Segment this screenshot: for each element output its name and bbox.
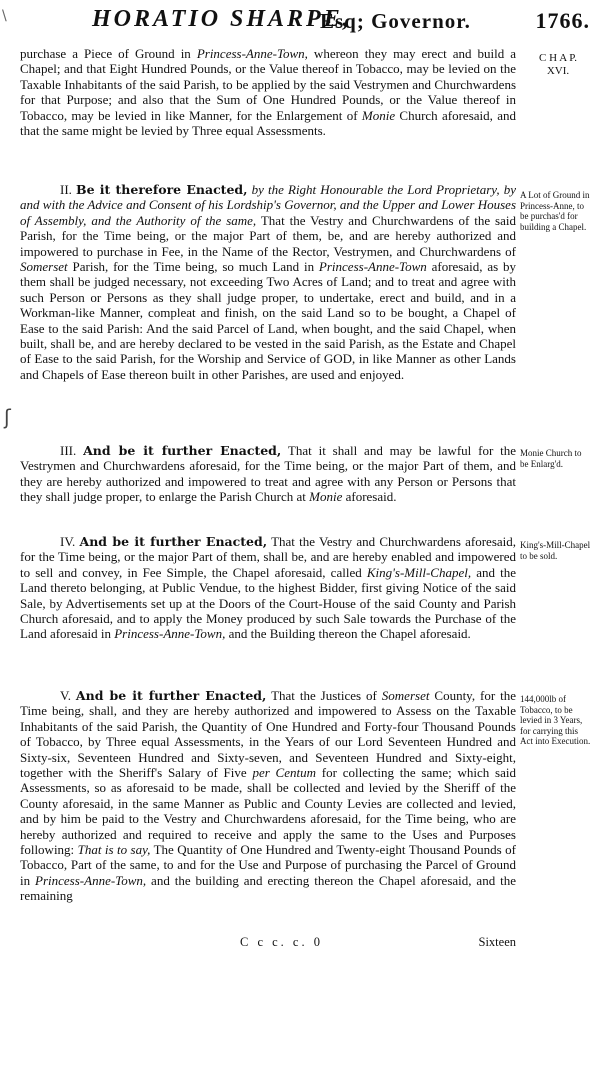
text-run: That it shall and may be lawful for the Vestrymen and Churchwardens aforesaid, for the Time being, or the major Part of them, and they are hereby authorized and impowered to treat and agree with any Person or Persons that they shall judge proper, to enlarge the Parish Church at: [20, 443, 517, 505]
page-footer: [20, 935, 516, 953]
italic-run: King's-Mill-Chapel,: [366, 564, 472, 580]
italic-run: Somerset: [381, 688, 430, 703]
enacting-clause: And be it further Enacted,: [83, 443, 282, 458]
text-run: for collecting the same; which said Assessments, so as aforesaid to be made, shall be collected and levied by the Sheriff of the County aforesaid, in the same Manner as Public and County Levies are collected and levied, and by him be paid to the Vestry and Churchwardens aforesaid, for the Time being, who are hereby authorized and required to receive and apply the same to the Uses and Purposes following:: [20, 765, 516, 858]
italic-run: Princess-Anne-Town,: [35, 872, 147, 888]
italic-run: per Centum: [252, 765, 316, 781]
margin-note-section-2: A Lot of Ground in Princess-Anne, to be purchas'd for building a Chapel.: [520, 190, 590, 232]
section-number: IV.: [60, 534, 76, 549]
enacting-clause: Be it therefore Enacted,: [76, 182, 248, 197]
text-run: That the Justices of: [266, 688, 382, 703]
text-run: and the Building thereon the Chapel aforesaid.: [225, 626, 471, 642]
italic-run: Princess-Anne-Town,: [196, 46, 308, 61]
paragraph-section-4: [20, 534, 516, 642]
paragraph-intro: [20, 46, 516, 138]
paragraph-section-3: [20, 443, 516, 505]
paragraph-section-5: [20, 688, 516, 904]
text-run: whereon they may erect and build a Chapel; and that Eight Hundred Pounds, or the Value thereof in Tobacco, may be levied on the Taxable Inhabitants of the said Parish, to be applied by the said Vestrymen and Churchwardens for that Purpose; and also that the Sum of One Hundred Pounds, or the Value thereof in Tobacco, may be levied in like Manner, for the Enlargement of: [20, 46, 516, 123]
italic-run: That is to say,: [77, 842, 151, 858]
header-governor-name: HORATIO SHARPE,: [92, 6, 352, 32]
section-number: III.: [60, 443, 77, 458]
section-number: II.: [60, 182, 72, 197]
header-title: Esq; Governor.: [320, 9, 471, 33]
ink-mark: ʃ: [4, 405, 11, 429]
text-run: Church aforesaid, and that the same might be levied by Three equal Assessments.: [20, 107, 516, 139]
text-run: The Quantity of One Hundred and Twenty-eight Thousand Pounds of Tobacco, Part of the same, to and for the Use and Purpose of purchasing the Parcel of Ground in: [20, 842, 516, 888]
italic-run: Princess-Anne-Town: [318, 259, 427, 275]
paragraph-section-2: [20, 182, 516, 382]
margin-note-section-5: 144,000lb of Tobacco, to be levied in 3 Years, for carrying this Act into Execution.: [520, 694, 591, 746]
section-number: V.: [60, 688, 71, 703]
text-run: County, for the Time being, shall, and they are hereby authorized and impowered to Assess on the Taxable Inhabitants of the said Parish, the Quantity of One Hundred and Forty-four Thousand Pounds of Tobacco, by Three equal Assessments, in the Years of our Lord Seventeen Hundred and Sixty-six, Seventeen Hundred and Sixty-seven, and Seventeen Hundred and Sixty-eight, together with the Sheriff's Salary of Five: [20, 688, 516, 781]
italic-run: Monie: [361, 107, 396, 123]
italic-run: by the Right Honourable the Lord Proprietary, by and with the Advice and Consent of his Lordship's Governor, and the Upper and Lower Houses of Assembly, and the Authority of the same,: [20, 182, 516, 228]
margin-note-section-4: King's-Mill-Chapel to be sold.: [520, 540, 591, 561]
enacting-clause: And be it further Enacted,: [75, 688, 267, 703]
page-header: [92, 4, 592, 38]
margin-chapter: C H A P. XVI.: [539, 52, 577, 77]
pencil-mark: \: [2, 8, 7, 24]
text-run: and the building and erecting thereon the Chapel aforesaid, and the remaining: [20, 872, 516, 904]
text-run: That the Vestry and Churchwardens aforesaid, for the Time being, or the major Part of them, shall be, and are hereby enabled and impowered to sell and convey, in Fee Simple, the Chapel aforesaid, called: [20, 534, 517, 580]
enacting-clause: And be it further Enacted,: [79, 534, 268, 549]
text-run: and the Land thereto belonging, at Public Vendue, to the highest Bidder, first giving Notice of the said Sale, by Advertisements set up at the Doors of the Court-House of the said County and Parish Church aforesaid, and to apply the Money produced by such Sale towards the Purchase of the Land aforesaid in: [20, 564, 516, 642]
text-run: Parish, for the Time being, so much Land in: [67, 259, 319, 275]
text-run: aforesaid, as by them shall be judged necessary, not exceeding Two Acres of Land; and to treat and agree with such Person or Persons as they shall judge proper, to undertake, erect and build, and in a Workman-like Manner, compleat and finish, on the said Land so to be bought, a Chapel of Ease to the said Parish: And the said Parcel of Land, when bought, and the said Chapel, when built, shall be, and are hereby declared to be vested in the said Parish, as the Estate and Chapel of Ease to the said Parish, for the Worship and Service of GOD, in like Manner as other Lands and Chapels of Ease thereon built in other Parishes, are used and enjoyed.: [20, 259, 516, 382]
italic-run: Monie: [309, 489, 343, 505]
catchword: Sixteen: [478, 935, 516, 949]
header-year: 1766.: [535, 8, 590, 33]
text-run: aforesaid.: [342, 489, 397, 505]
margin-note-section-3: Monie Church to be Enlarg'd.: [520, 448, 582, 469]
text-run: That the Vestry and Churchwardens of the said Parish, for the Time being, or the major Part of them, be, and are hereby authorized and impowered to purchase in Fee, in the Name of the Rector, Vestrymen, and Churchwardens of: [20, 212, 516, 259]
italic-run: Somerset: [20, 259, 68, 275]
signature-mark: C c c. c. 0: [240, 935, 323, 949]
text-run: purchase a Piece of Ground in: [20, 46, 197, 61]
italic-run: Princess-Anne-Town,: [114, 626, 226, 642]
